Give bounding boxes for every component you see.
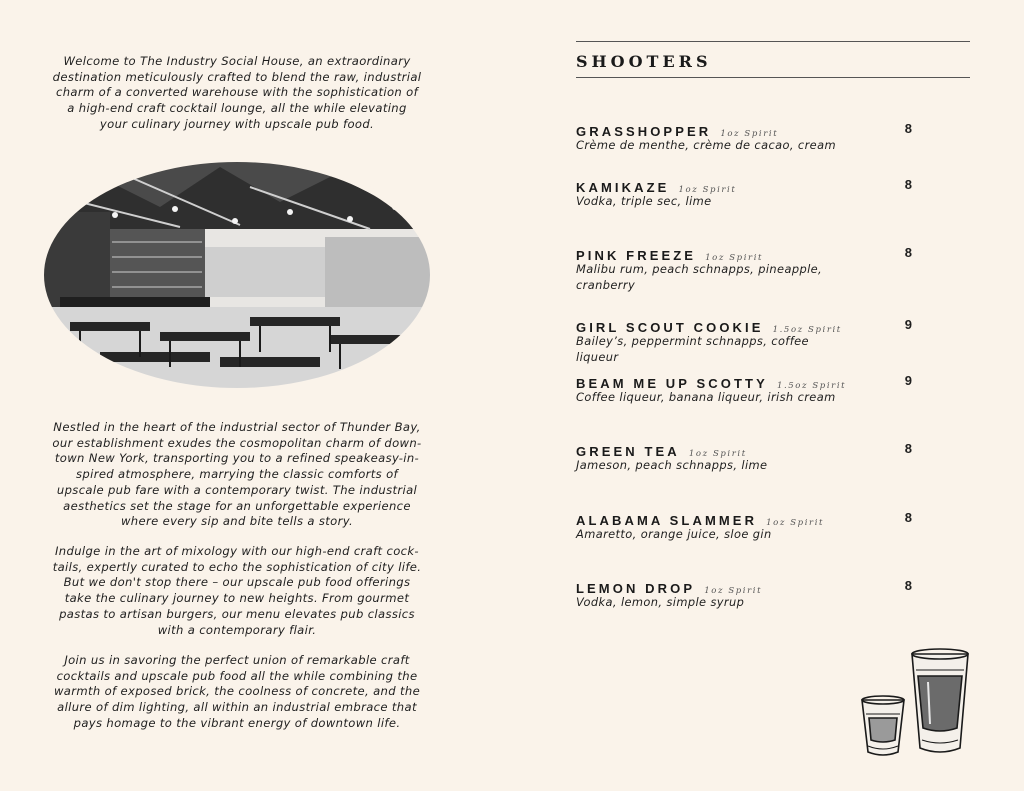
- item-pour: 1oz Spirit: [704, 586, 763, 596]
- item-pour: 1.5oz Spirit: [772, 325, 842, 335]
- shot-glasses-illustration: [858, 648, 978, 760]
- item-description: Bailey’s, peppermint schnapps, coffee liqueur: [576, 334, 809, 364]
- menu-item: [576, 578, 912, 610]
- item-name: GRASSHOPPER: [576, 124, 712, 139]
- item-price: 9: [904, 317, 912, 332]
- intro-paragraph: Nestled in the heart of the industrial sector of Thunder Bay, our establishment exudes the cosmopolitan charm of down-town New York, transporting you to a refined speakeasy-in-spired atmosphere, marrying the classic comforts of upscale pub fare with a contemporary twist. The industrial aesthetics set the stage for an unforgettable experience where every sip and bite tells a story.: [52, 420, 422, 529]
- item-name: PINK FREEZE: [576, 248, 697, 263]
- menu-item: [576, 510, 912, 542]
- item-description: Coffee liqueur, banana liqueur, irish cream: [576, 390, 836, 404]
- section-title: SHOOTERS: [576, 52, 712, 71]
- item-name: BEAM ME UP SCOTTY: [576, 376, 768, 391]
- intro-paragraph: Indulge in the art of mixology with our high-end craft cock-tails, expertly curated to echo the sophistication of city life. But we don't stop there – our upscale pub food offerings take the culinary journey to new heights. From gourmet pastas to artisan burgers, our menu elevates pub classics with a contemporary flair.: [52, 544, 422, 637]
- divider: [576, 41, 970, 42]
- menu-item: [576, 441, 912, 473]
- item-price: 8: [904, 245, 912, 260]
- menu-item: [576, 177, 912, 209]
- item-description: Jameson, peach schnapps, lime: [576, 458, 768, 472]
- item-price: 8: [904, 510, 912, 525]
- item-description: Crème de menthe, crème de cacao, cream: [576, 138, 836, 152]
- item-pour: 1oz Spirit: [766, 518, 825, 528]
- item-pour: 1.5oz Spirit: [776, 381, 847, 391]
- menu-item: [576, 317, 912, 365]
- bar-interior-illustration: [40, 157, 435, 397]
- menu-item: [576, 121, 912, 153]
- item-price: 8: [904, 177, 912, 192]
- item-name: GIRL SCOUT COOKIE: [576, 320, 764, 335]
- menu-item: [576, 245, 912, 293]
- item-name: LEMON DROP: [576, 581, 696, 596]
- item-price: 8: [904, 578, 912, 593]
- welcome-paragraph: Welcome to The Industry Social House, an extraordinary destination meticulously crafted to blend the raw, industrial charm of a converted warehouse with the sophistication of a high-end craft cocktail lounge, all the while elevating your culinary journey with upscale pub food.: [52, 54, 422, 131]
- item-pour: 1oz Spirit: [705, 253, 764, 263]
- intro-paragraph: Join us in savoring the perfect union of remarkable craft cocktails and upscale pub food all the while combining the warmth of exposed brick, the coolness of concrete, and the allure of dim lighting, all within an industrial embrace that pays homage to the vibrant energy of downtown life.: [53, 653, 421, 730]
- item-price: 8: [904, 121, 912, 136]
- item-pour: 1oz Spirit: [720, 129, 779, 139]
- item-pour: 1oz Spirit: [688, 449, 747, 459]
- item-name: KAMIKAZE: [576, 180, 670, 195]
- item-description: Malibu rum, peach schnapps, pineapple, cranberry: [576, 262, 823, 292]
- item-price: 8: [904, 441, 912, 456]
- item-price: 9: [904, 373, 912, 388]
- menu-item: [576, 373, 912, 405]
- item-description: Vodka, lemon, simple syrup: [576, 595, 745, 609]
- item-name: GREEN TEA: [576, 444, 680, 459]
- divider: [576, 77, 970, 78]
- item-description: Vodka, triple sec, lime: [576, 194, 712, 208]
- item-name: ALABAMA SLAMMER: [576, 513, 758, 528]
- item-description: Amaretto, orange juice, sloe gin: [576, 527, 772, 541]
- item-pour: 1oz Spirit: [678, 185, 737, 195]
